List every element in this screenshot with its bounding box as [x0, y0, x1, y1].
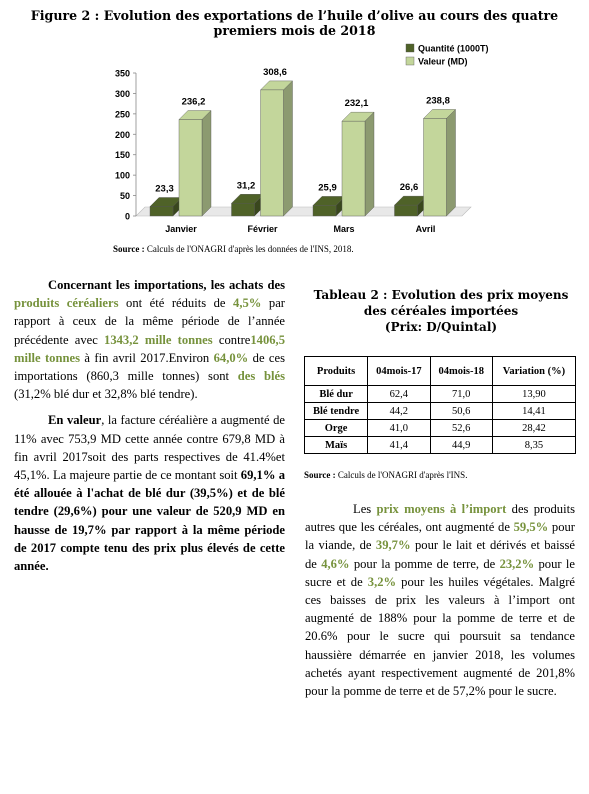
bar	[395, 205, 418, 216]
bar	[150, 206, 173, 216]
y-tick-label: 50	[119, 191, 130, 202]
bar-side	[284, 81, 293, 216]
table-row	[305, 437, 576, 454]
text-run: ont été réduits de	[118, 296, 234, 311]
text-run: 23,2%	[499, 556, 535, 571]
table-source-text: Calculs de l'ONAGRI d'après l'INS.	[337, 470, 468, 480]
cell-value: 13,90	[492, 386, 575, 403]
cell-value: 14,41	[492, 403, 575, 420]
y-tick-label: 0	[124, 211, 130, 222]
y-tick-label: 250	[114, 109, 130, 120]
figure-title: Figure 2 : Evolution des exportations de l’huile d’olive au cours des quatre premiers mois de 2018	[30, 8, 559, 38]
text-run: 4,6%	[321, 556, 350, 571]
bar	[342, 121, 365, 216]
text-run: 39,7%	[375, 538, 411, 553]
right-paragraph-prices	[305, 500, 575, 700]
table-row	[305, 403, 576, 420]
text-run: 59,5%	[513, 520, 549, 535]
legend-swatch	[406, 44, 414, 52]
text-run: Concernant les importations, les achats des	[48, 278, 285, 292]
header-produits: Produits	[305, 357, 368, 386]
left-column	[14, 276, 285, 575]
table-header-row	[305, 357, 576, 386]
bar-side	[447, 109, 456, 216]
cell-value: 52,6	[430, 420, 492, 437]
table-row	[305, 386, 576, 403]
text-run: (31,2% blé dur et 32,8% blé tendre).	[14, 387, 198, 402]
table-subtitle: (Prix: D/Quintal)	[384, 320, 498, 334]
data-label: 308,6	[263, 66, 287, 78]
y-tick-label: 150	[114, 150, 130, 161]
text-run: pour la viande, de	[305, 520, 575, 553]
bar	[261, 90, 284, 216]
data-label: 31,2	[236, 180, 256, 192]
text-run: de ces importations (860,3 mille tonnes) sont	[14, 350, 286, 384]
x-tick-label: Mars	[333, 224, 355, 234]
text-run: En valeur	[48, 413, 102, 428]
prices-table	[304, 356, 576, 454]
text-run: 69,1% a été allouée à l'achat de blé dur (39,5%) et de blé tendre (29,6%) pour une valeur de 520,9 MD en hausse de 19,7% par rapport à la même période de 2017 compte tenu des prix plus élevés de cette année.	[14, 468, 285, 574]
cell-value: 8,35	[492, 437, 575, 454]
y-tick-label: 300	[114, 88, 130, 99]
cell-product: Blé tendre	[305, 403, 368, 420]
bar	[424, 118, 447, 216]
cell-value: 44,9	[430, 437, 492, 454]
header-04mois-18: 04mois-18	[430, 357, 492, 386]
bar	[179, 119, 202, 216]
cell-value: 41,4	[368, 437, 430, 454]
header-variation: Variation (%)	[492, 357, 575, 386]
cell-value: 50,6	[430, 403, 492, 420]
text-run: 64,0%	[213, 350, 249, 365]
figure-source-label: Source :	[113, 244, 145, 254]
text-run: pour le lait et dérivés et baissé de	[305, 538, 575, 571]
text-run: des produits autres que les céréales, ont augmenté de	[305, 502, 575, 535]
text-run: prix moyens à l’import	[376, 502, 507, 516]
bar-side	[365, 112, 374, 216]
data-label: 25,9	[318, 182, 337, 194]
text-run: 1406,5 mille tonnes	[14, 332, 285, 365]
data-label: 232,1	[344, 98, 369, 110]
cell-value: 71,0	[430, 386, 492, 403]
legend-label: Quantité (1000T)	[418, 43, 489, 54]
text-run: Les	[353, 502, 377, 516]
cell-product: Blé dur	[305, 386, 368, 403]
legend-label: Valeur (MD)	[418, 56, 468, 67]
y-tick-label: 100	[114, 170, 130, 181]
table-source-label: Source :	[304, 470, 336, 480]
table-source	[304, 470, 467, 480]
bar-chart	[100, 40, 580, 240]
text-run: pour la pomme de terre, de	[349, 556, 500, 571]
table-title: Tableau 2 : Evolution des prix moyens des céréales importées	[313, 288, 569, 318]
cell-product: Orge	[305, 420, 368, 437]
text-run: pour le sucre et de	[305, 556, 575, 589]
y-tick-label: 350	[114, 68, 130, 79]
bar	[313, 205, 336, 216]
left-paragraph-imports	[14, 276, 285, 403]
cell-value: 44,2	[368, 403, 430, 420]
text-run: contre	[212, 332, 251, 347]
figure-source-text: Calculs de l'ONAGRI d'après les données de l'INS, 2018.	[146, 244, 354, 254]
text-run: produits céréaliers	[14, 296, 119, 311]
text-run: pour les huiles végétales. Malgré ces baisses de prix les valeurs à l’import ont augmenté de 188% pour la pomme de terre et de 20.6% pour le sucre qui poursuit sa tendance haussière démarrée en janvier 2018, les volumes achetés ayant respectivement augmenté de 201,8% pour la pomme de terre et de 57,2% pour le sucre.	[305, 574, 575, 699]
text-run: à fin avril 2017.Environ	[79, 350, 214, 365]
text-run: par rapport à ceux de la même période de l’année précédente avec	[14, 296, 285, 347]
y-tick-label: 200	[114, 129, 130, 140]
table-row	[305, 420, 576, 437]
data-label: 26,6	[399, 182, 419, 194]
text-run: 3,2%	[367, 574, 397, 589]
header-04mois-17: 04mois-17	[368, 357, 430, 386]
text-run: des blés	[237, 369, 285, 384]
cell-value: 41,0	[368, 420, 430, 437]
data-label: 238,8	[426, 95, 450, 107]
text-run: , la facture céréalière a augmenté de 11% avec 753,9 MD cette année contre 679,8 MD à fin avril 2017soit des parts respectives de 41.4%et 45,1%. La majeure partie de ce montant soit	[14, 413, 285, 483]
x-tick-label: Février	[247, 224, 278, 234]
left-paragraph-value	[14, 411, 285, 575]
data-label: 23,3	[155, 183, 174, 195]
figure-source	[113, 244, 354, 254]
x-tick-label: Janvier	[165, 224, 197, 234]
bar-side	[202, 110, 211, 216]
right-column	[305, 500, 575, 700]
bar	[232, 203, 255, 216]
cell-product: Maïs	[305, 437, 368, 454]
x-tick-label: Avril	[415, 224, 436, 234]
cell-value: 62,4	[368, 386, 430, 403]
data-label: 236,2	[181, 96, 206, 108]
cell-value: 28,42	[492, 420, 575, 437]
legend-swatch	[406, 57, 414, 65]
table-title-block	[306, 287, 576, 335]
text-run: 1343,2 mille tonnes	[104, 332, 213, 347]
text-run: 4,5%	[233, 296, 262, 311]
